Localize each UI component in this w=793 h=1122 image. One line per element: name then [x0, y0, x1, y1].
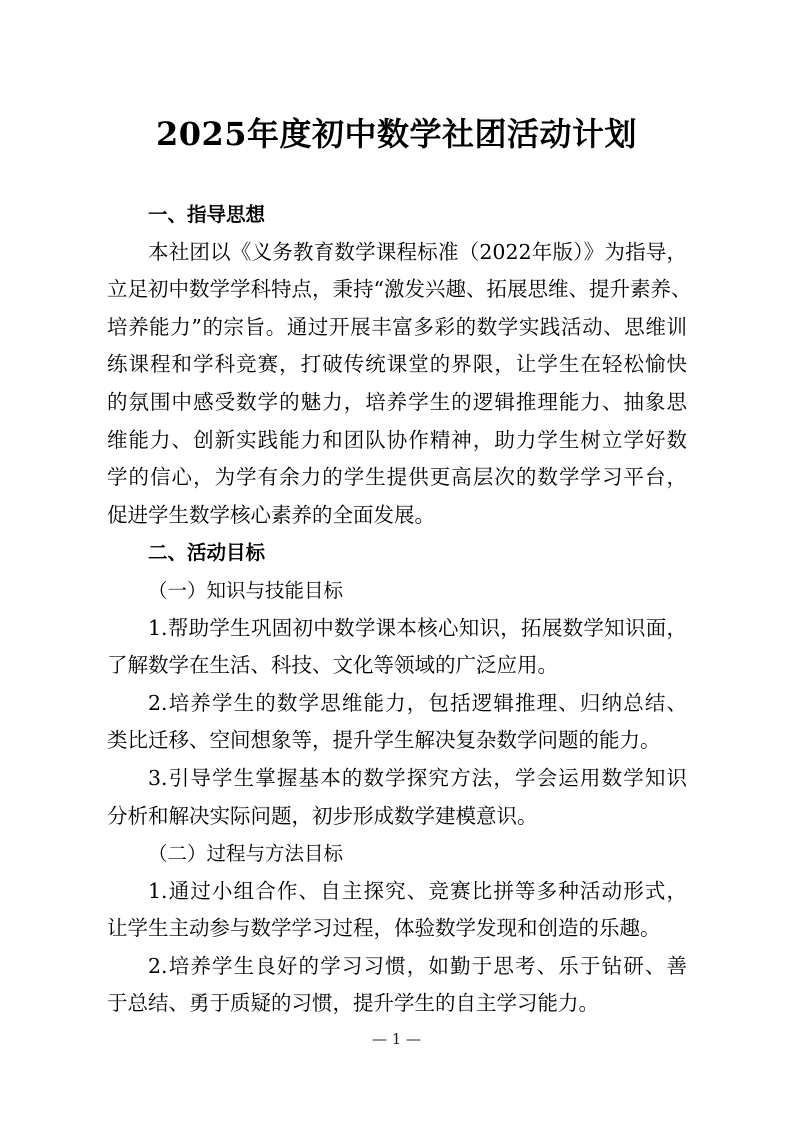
- paragraph-line: 学的信心，为学有余力的学生提供更高层次的数学学习平台，: [107, 465, 687, 490]
- paragraph-line: 的氛围中感受数学的魅力，培养学生的逻辑推理能力、抽象思: [107, 389, 687, 414]
- paragraph-line: 2.培养学生良好的学习习惯，如勤于思考、乐于钻研、善: [148, 953, 687, 978]
- paragraph-line: 2.培养学生的数学思维能力，包括逻辑推理、归纳总结、: [148, 690, 687, 715]
- paragraph-line: 1.帮助学生巩固初中数学课本核心知识，拓展数学知识面，: [148, 615, 687, 640]
- paragraph-line: 培养能力”的宗旨。通过开展丰富多彩的数学实践活动、思维训: [107, 314, 687, 339]
- paragraph-line: 分析和解决实际问题，初步形成数学建模意识。: [107, 803, 538, 828]
- document-title: 2025年度初中数学社团活动计划: [155, 115, 638, 153]
- paragraph-line: 于总结、勇于质疑的习惯，提升学生的自主学习能力。: [107, 991, 599, 1016]
- paragraph-line: 练课程和学科竞赛，打破传统课堂的界限，让学生在轻松愉快: [107, 352, 687, 377]
- paragraph-line: 维能力、创新实践能力和团队协作精神，助力学生树立学好数: [107, 427, 687, 452]
- page-number: — 1 —: [371, 1030, 422, 1048]
- paragraph-line: 3.引导学生掌握基本的数学探究方法，学会运用数学知识: [148, 765, 687, 790]
- paragraph-line: 让学生主动参与数学学习过程，体验数学发现和创造的乐趣。: [107, 916, 661, 941]
- document-body: [107, 196, 692, 1023]
- subsection-heading: （一）知识与技能目标: [148, 578, 344, 602]
- paragraph-line: 本社团以《义务教育数学课程标准（2022年版）》为指导，: [148, 239, 687, 264]
- section-heading: 一、指导思想: [148, 203, 266, 226]
- subsection-heading: （二）过程与方法目标: [148, 842, 344, 866]
- section-heading: 二、活动目标: [148, 541, 266, 565]
- paragraph-line: 立足初中数学学科特点，秉持“激发兴趣、拓展思维、提升素养、: [107, 277, 692, 302]
- paragraph-line: 1.通过小组合作、自主探究、竞赛比拼等多种活动形式，: [148, 878, 687, 903]
- paragraph-line: 了解数学在生活、科技、文化等领域的广泛应用。: [107, 653, 558, 678]
- paragraph-line: 促进学生数学核心素养的全面发展。: [107, 502, 435, 527]
- paragraph-line: 类比迁移、空间想象等，提升学生解决复杂数学问题的能力。: [107, 728, 661, 753]
